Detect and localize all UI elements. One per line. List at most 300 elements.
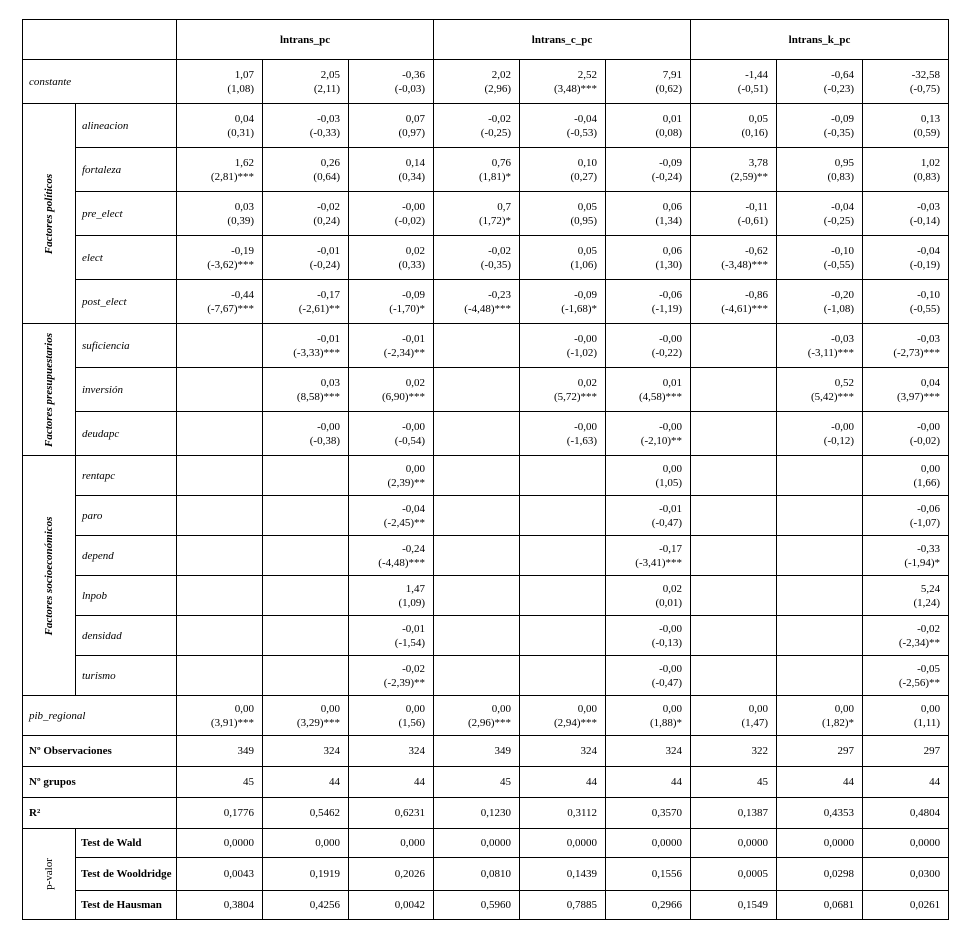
stat-cell: 0,0000 <box>777 829 863 858</box>
t-stat: (-1,68)* <box>561 302 598 315</box>
table-row <box>23 60 949 104</box>
stat-cell: 324 <box>349 736 434 767</box>
coef-cell <box>434 412 520 456</box>
coef-cell <box>263 616 349 656</box>
coef-cell <box>606 496 691 536</box>
coef-value: -0,00 <box>659 332 683 345</box>
coef-cell <box>177 280 263 324</box>
coef-cell <box>349 616 434 656</box>
coef-cell <box>349 148 434 192</box>
t-stat: (-0,24) <box>309 258 340 271</box>
coef-value: -0,19 <box>231 244 254 257</box>
stat-cell: 0,5462 <box>263 798 349 829</box>
coef-cell <box>177 456 263 496</box>
coef-cell <box>434 148 520 192</box>
coef-value: 3,78 <box>748 156 769 169</box>
stat-cell: 44 <box>520 767 606 798</box>
stat-label: Nº Observaciones <box>23 736 177 767</box>
coef-cell <box>606 536 691 576</box>
coef-value: 1,02 <box>920 156 941 169</box>
coef-value: -0,03 <box>831 332 855 345</box>
row-label: depend <box>76 536 177 576</box>
stat-cell: 45 <box>691 767 777 798</box>
stat-cell: 0,1549 <box>691 891 777 920</box>
coef-value: 0,05 <box>577 200 598 213</box>
coef-cell <box>263 236 349 280</box>
t-stat: (-3,62)*** <box>207 258 254 271</box>
coef-cell <box>520 192 606 236</box>
coef-cell <box>263 576 349 616</box>
coef-cell <box>434 192 520 236</box>
coef-cell <box>691 656 777 696</box>
coef-value: -0,00 <box>659 622 683 635</box>
t-stat: (0,39) <box>227 214 254 227</box>
t-stat: (-0,51) <box>737 82 769 95</box>
coef-cell <box>691 616 777 656</box>
stat-cell: 0,3112 <box>520 798 606 829</box>
stat-cell: 44 <box>349 767 434 798</box>
stat-cell: 0,2966 <box>606 891 691 920</box>
coef-cell <box>263 324 349 368</box>
coef-value: 0,10 <box>577 156 598 169</box>
coef-cell <box>434 536 520 576</box>
coef-cell <box>691 576 777 616</box>
group-label-cell <box>23 324 76 456</box>
coef-value: -0,03 <box>917 200 941 213</box>
coef-value: 0,00 <box>234 702 254 715</box>
t-stat: (4,58)*** <box>638 390 683 403</box>
coef-value: 0,01 <box>662 376 683 389</box>
coef-value: 0,07 <box>405 112 426 125</box>
coef-value: 0,00 <box>662 462 683 475</box>
table-row <box>23 736 949 767</box>
coef-cell <box>263 412 349 456</box>
stat-cell: 0,0042 <box>349 891 434 920</box>
coef-cell <box>863 576 949 616</box>
coef-cell <box>520 324 606 368</box>
coef-value: 0,03 <box>320 376 340 389</box>
row-label: densidad <box>76 616 177 656</box>
coef-cell <box>177 536 263 576</box>
row-label: alineacion <box>76 104 177 148</box>
coef-cell <box>177 236 263 280</box>
t-stat: (2,81)*** <box>210 170 254 183</box>
coef-value: 7,91 <box>662 68 683 81</box>
table-row <box>23 496 949 536</box>
stat-cell: 324 <box>606 736 691 767</box>
coef-value: -0,00 <box>317 420 340 433</box>
t-stat: (3,48)*** <box>553 82 598 95</box>
coef-cell <box>177 324 263 368</box>
coef-cell <box>263 368 349 412</box>
t-stat: (0,16) <box>741 126 769 139</box>
t-stat: (0,62) <box>655 82 683 95</box>
test-label: Test de Hausman <box>76 891 177 920</box>
coef-value: -0,00 <box>574 332 598 345</box>
coef-cell <box>263 496 349 536</box>
coef-cell <box>606 236 691 280</box>
coef-cell <box>691 236 777 280</box>
coef-cell <box>863 148 949 192</box>
coef-value: -0,02 <box>402 662 426 675</box>
coef-value: 0,02 <box>405 244 426 257</box>
t-stat: (2,96)*** <box>467 716 512 729</box>
coef-value: -0,20 <box>831 288 855 301</box>
coef-cell <box>691 60 777 104</box>
stat-cell: 0,0000 <box>606 829 691 858</box>
coef-value: -0,02 <box>488 112 512 125</box>
stat-cell: 0,0000 <box>177 829 263 858</box>
table-row <box>23 829 949 858</box>
t-stat: (1,30) <box>655 258 683 271</box>
coef-cell <box>863 280 949 324</box>
coef-value: -1,44 <box>745 68 769 81</box>
row-label: deudapc <box>76 412 177 456</box>
coef-value: -0,23 <box>488 288 512 301</box>
coef-cell <box>349 456 434 496</box>
coef-cell <box>606 324 691 368</box>
t-stat: (2,96) <box>484 82 512 95</box>
t-stat: (-0,12) <box>823 434 855 447</box>
t-stat: (0,64) <box>313 170 340 183</box>
coef-value: -0,33 <box>917 542 941 555</box>
t-stat: (-0,47) <box>651 516 683 529</box>
coef-value: 0,00 <box>834 702 855 715</box>
t-stat: (2,11) <box>313 82 340 95</box>
coef-cell <box>177 656 263 696</box>
coef-cell <box>177 148 263 192</box>
coef-cell <box>520 148 606 192</box>
coef-cell <box>520 368 606 412</box>
t-stat: (-0,47) <box>651 676 683 689</box>
stat-cell: 0,7885 <box>520 891 606 920</box>
stat-cell: 0,0298 <box>777 858 863 891</box>
stat-cell: 0,1439 <box>520 858 606 891</box>
coef-value: 2,05 <box>320 68 340 81</box>
stat-cell: 0,0005 <box>691 858 777 891</box>
t-stat: (-0,25) <box>823 214 855 227</box>
coef-value: -0,04 <box>402 502 426 515</box>
coef-cell <box>777 656 863 696</box>
stat-cell: 0,0043 <box>177 858 263 891</box>
t-stat: (2,39)** <box>387 476 426 489</box>
coef-cell <box>434 576 520 616</box>
t-stat: (1,66) <box>913 476 941 489</box>
coef-value: -0,01 <box>402 332 426 345</box>
t-stat: (-0,35) <box>480 258 512 271</box>
stat-cell: 324 <box>520 736 606 767</box>
coef-cell <box>349 696 434 736</box>
group-label-cell <box>23 104 76 324</box>
coef-cell <box>863 456 949 496</box>
coef-cell <box>520 576 606 616</box>
t-stat: (-4,48)*** <box>464 302 512 315</box>
coef-value: -0,01 <box>317 332 340 345</box>
coef-cell <box>263 696 349 736</box>
stat-cell: 45 <box>434 767 520 798</box>
coef-cell <box>349 104 434 148</box>
coef-value: -0,01 <box>317 244 340 257</box>
coef-cell <box>691 192 777 236</box>
coef-value: 0,00 <box>320 702 340 715</box>
stat-cell: 0,6231 <box>349 798 434 829</box>
t-stat: (-1,94)* <box>904 556 941 569</box>
coef-cell <box>606 656 691 696</box>
coef-cell <box>777 104 863 148</box>
coef-cell <box>177 192 263 236</box>
coef-value: -0,44 <box>231 288 254 301</box>
coef-value: -0,10 <box>831 244 855 257</box>
table-row <box>23 324 949 368</box>
stat-cell: 0,3570 <box>606 798 691 829</box>
t-stat: (-0,55) <box>823 258 855 271</box>
t-stat: (-4,61)*** <box>721 302 769 315</box>
table-row <box>23 576 949 616</box>
coef-cell <box>520 656 606 696</box>
stat-cell: 0,2026 <box>349 858 434 891</box>
stat-cell: 0,5960 <box>434 891 520 920</box>
coef-cell <box>520 236 606 280</box>
stat-cell: 0,4353 <box>777 798 863 829</box>
t-stat: (0,01) <box>655 596 683 609</box>
t-stat: (0,31) <box>227 126 254 139</box>
coef-cell <box>691 456 777 496</box>
t-stat: (-4,48)*** <box>378 556 426 569</box>
t-stat: (-7,67)*** <box>207 302 254 315</box>
t-stat: (-0,14) <box>909 214 941 227</box>
coef-cell <box>863 616 949 656</box>
coef-value: 0,02 <box>577 376 598 389</box>
coef-value: -0,01 <box>402 622 426 635</box>
t-stat: (-2,39)** <box>383 676 426 689</box>
coef-cell <box>349 368 434 412</box>
coef-cell <box>434 104 520 148</box>
t-stat: (0,34) <box>398 170 426 183</box>
coef-value: 0,05 <box>748 112 769 125</box>
table-body <box>23 60 949 920</box>
t-stat: (6,90)*** <box>381 390 426 403</box>
table-row <box>23 656 949 696</box>
coef-value: -0,04 <box>917 244 941 257</box>
coef-cell <box>606 280 691 324</box>
t-stat: (-3,11)*** <box>807 346 855 359</box>
coef-value: 0,03 <box>234 200 254 213</box>
coef-cell <box>177 412 263 456</box>
row-label: pre_elect <box>76 192 177 236</box>
coef-cell <box>520 456 606 496</box>
coef-value: 0,52 <box>834 376 855 389</box>
coef-cell <box>349 324 434 368</box>
test-label: Test de Wald <box>76 829 177 858</box>
coef-value: -0,04 <box>574 112 598 125</box>
t-stat: (-0,02) <box>909 434 941 447</box>
coef-cell <box>520 280 606 324</box>
coef-cell <box>434 456 520 496</box>
coef-cell <box>863 496 949 536</box>
coef-value: 0,06 <box>662 244 683 257</box>
coef-cell <box>606 148 691 192</box>
stat-cell: 349 <box>177 736 263 767</box>
coef-value: -0,00 <box>402 420 426 433</box>
coef-cell <box>777 324 863 368</box>
coef-value: -0,11 <box>745 200 769 213</box>
t-stat: (1,06) <box>570 258 598 271</box>
coef-value: -0,09 <box>831 112 855 125</box>
t-stat: (2,94)*** <box>553 716 598 729</box>
t-stat: (1,05) <box>655 476 683 489</box>
group-label: Factores socioeconómicos <box>43 516 55 635</box>
t-stat: (-2,34)** <box>898 636 941 649</box>
table-row <box>23 148 949 192</box>
stat-cell: 0,0000 <box>520 829 606 858</box>
t-stat: (-1,08) <box>823 302 855 315</box>
coef-cell <box>520 60 606 104</box>
coef-cell <box>177 496 263 536</box>
coef-cell <box>606 616 691 656</box>
coef-value: -0,03 <box>317 112 340 125</box>
coef-cell <box>349 412 434 456</box>
coef-cell <box>520 616 606 656</box>
coef-value: -0,06 <box>659 288 683 301</box>
t-stat: (-1,07) <box>909 516 941 529</box>
stat-cell: 0,1776 <box>177 798 263 829</box>
coef-cell <box>606 60 691 104</box>
coef-cell <box>777 456 863 496</box>
coef-cell <box>520 104 606 148</box>
coef-value: -0,36 <box>402 68 426 81</box>
stat-cell: 0,4804 <box>863 798 949 829</box>
t-stat: (-0,24) <box>651 170 683 183</box>
coef-value: -0,09 <box>574 288 598 301</box>
coef-value: -0,00 <box>917 420 941 433</box>
coef-cell <box>606 456 691 496</box>
stat-cell: 0,0000 <box>434 829 520 858</box>
t-stat: (-0,35) <box>823 126 855 139</box>
stat-cell: 0,0810 <box>434 858 520 891</box>
coef-cell <box>349 576 434 616</box>
t-stat: (-3,41)*** <box>635 556 683 569</box>
coef-cell <box>520 696 606 736</box>
header-lntrans-c-pc: lntrans_c_pc <box>434 20 691 60</box>
t-stat: (-0,03) <box>394 82 426 95</box>
coef-value: -0,03 <box>917 332 941 345</box>
coef-cell <box>863 236 949 280</box>
coef-value: -0,00 <box>831 420 855 433</box>
coef-value: -0,00 <box>574 420 598 433</box>
pvalor-label-cell <box>23 829 76 920</box>
coef-cell <box>434 616 520 656</box>
t-stat: (8,58)*** <box>296 390 340 403</box>
t-stat: (2,59)** <box>730 170 769 183</box>
coef-value: 0,01 <box>662 112 683 125</box>
t-stat: (-1,70)* <box>389 302 426 315</box>
coef-value: -0,00 <box>659 420 683 433</box>
t-stat: (0,08) <box>655 126 683 139</box>
coef-cell <box>777 696 863 736</box>
row-label: lnpob <box>76 576 177 616</box>
table-row <box>23 767 949 798</box>
coef-value: 0,76 <box>491 156 512 169</box>
stat-cell: 0,0261 <box>863 891 949 920</box>
t-stat: (-0,22) <box>651 346 683 359</box>
coef-cell <box>434 656 520 696</box>
coef-value: -0,10 <box>917 288 941 301</box>
coef-cell <box>263 104 349 148</box>
coef-value: -0,00 <box>659 662 683 675</box>
t-stat: (1,72)* <box>478 214 512 227</box>
stat-cell: 45 <box>177 767 263 798</box>
stat-cell: 44 <box>263 767 349 798</box>
t-stat: (1,56) <box>398 716 426 729</box>
coef-cell <box>177 60 263 104</box>
test-label: Test de Wooldridge <box>76 858 177 891</box>
t-stat: (-0,54) <box>394 434 426 447</box>
coef-cell <box>863 536 949 576</box>
row-label: paro <box>76 496 177 536</box>
coef-cell <box>777 412 863 456</box>
coef-cell <box>434 324 520 368</box>
row-label: turismo <box>76 656 177 696</box>
t-stat: (0,27) <box>570 170 598 183</box>
stat-cell: 0,1919 <box>263 858 349 891</box>
coef-cell <box>177 696 263 736</box>
coef-cell <box>177 104 263 148</box>
coef-cell <box>863 60 949 104</box>
coef-cell <box>863 368 949 412</box>
coef-cell <box>863 192 949 236</box>
t-stat: (-0,38) <box>309 434 340 447</box>
t-stat: (-1,54) <box>394 636 426 649</box>
coef-cell <box>263 60 349 104</box>
coef-cell <box>434 280 520 324</box>
stat-cell: 0,0000 <box>863 829 949 858</box>
t-stat: (-2,61)** <box>298 302 340 315</box>
stat-cell: 0,1230 <box>434 798 520 829</box>
t-stat: (-1,19) <box>651 302 683 315</box>
coef-cell <box>863 696 949 736</box>
stat-cell: 349 <box>434 736 520 767</box>
t-stat: (1,34) <box>655 214 683 227</box>
coef-cell <box>606 412 691 456</box>
t-stat: (5,72)*** <box>553 390 598 403</box>
t-stat: (0,95) <box>570 214 598 227</box>
stat-cell: 0,4256 <box>263 891 349 920</box>
coef-cell <box>863 324 949 368</box>
coef-cell <box>777 576 863 616</box>
coef-value: -0,86 <box>745 288 769 301</box>
t-stat: (-0,55) <box>909 302 941 315</box>
table-row <box>23 536 949 576</box>
coef-cell <box>777 280 863 324</box>
t-stat: (-2,56)** <box>898 676 941 689</box>
header-lntrans-k-pc: lntrans_k_pc <box>691 20 949 60</box>
table-row <box>23 696 949 736</box>
coef-value: -0,62 <box>745 244 769 257</box>
coef-value: 5,24 <box>920 582 941 595</box>
stat-label: Nº grupos <box>23 767 177 798</box>
coef-value: 0,95 <box>834 156 855 169</box>
coef-value: 0,00 <box>748 702 769 715</box>
coef-value: 2,52 <box>577 68 598 81</box>
stat-cell: 0,0681 <box>777 891 863 920</box>
coef-cell <box>434 60 520 104</box>
coef-cell <box>691 412 777 456</box>
coef-value: 1,62 <box>234 156 254 169</box>
t-stat: (-0,33) <box>309 126 340 139</box>
t-stat: (0,97) <box>398 126 426 139</box>
table-row <box>23 236 949 280</box>
coef-value: -0,09 <box>659 156 683 169</box>
